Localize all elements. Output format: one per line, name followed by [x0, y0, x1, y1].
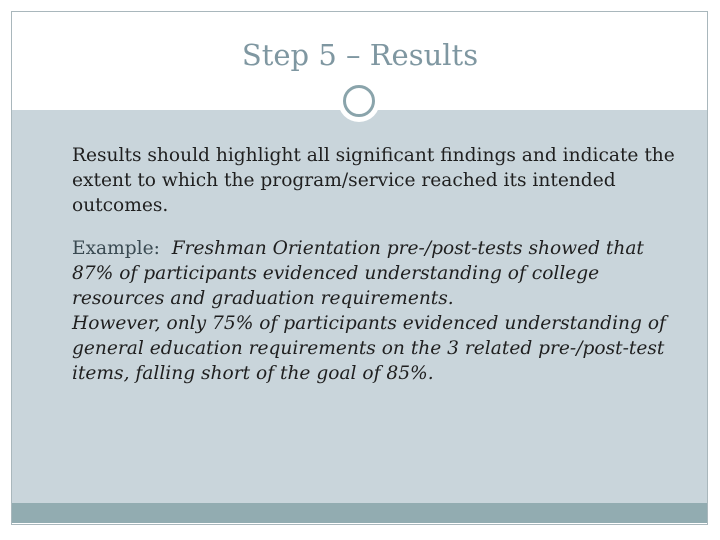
however-paragraph: However, only 75% of participants evidenced understanding of general education requirements on the 3 related pre-/post-test items, falling short of the goal of 85%. [72, 313, 666, 384]
example-label: Example: [72, 238, 160, 259]
circle-ring [343, 85, 375, 117]
slide-body [72, 143, 682, 386]
circle-ornament-icon [338, 80, 380, 122]
example-text: Freshman Orientation pre-/post-tests showed that 87% of participants evidenced understanding of college resources and graduation requirements. [72, 238, 644, 309]
slide-title: Step 5 – Results [241, 38, 479, 72]
intro-paragraph: Results should highlight all significant findings and indicate the extent to which the program/service reached its intended outcomes. [72, 145, 675, 216]
footer-band [12, 503, 707, 523]
example-paragraph [72, 236, 682, 311]
